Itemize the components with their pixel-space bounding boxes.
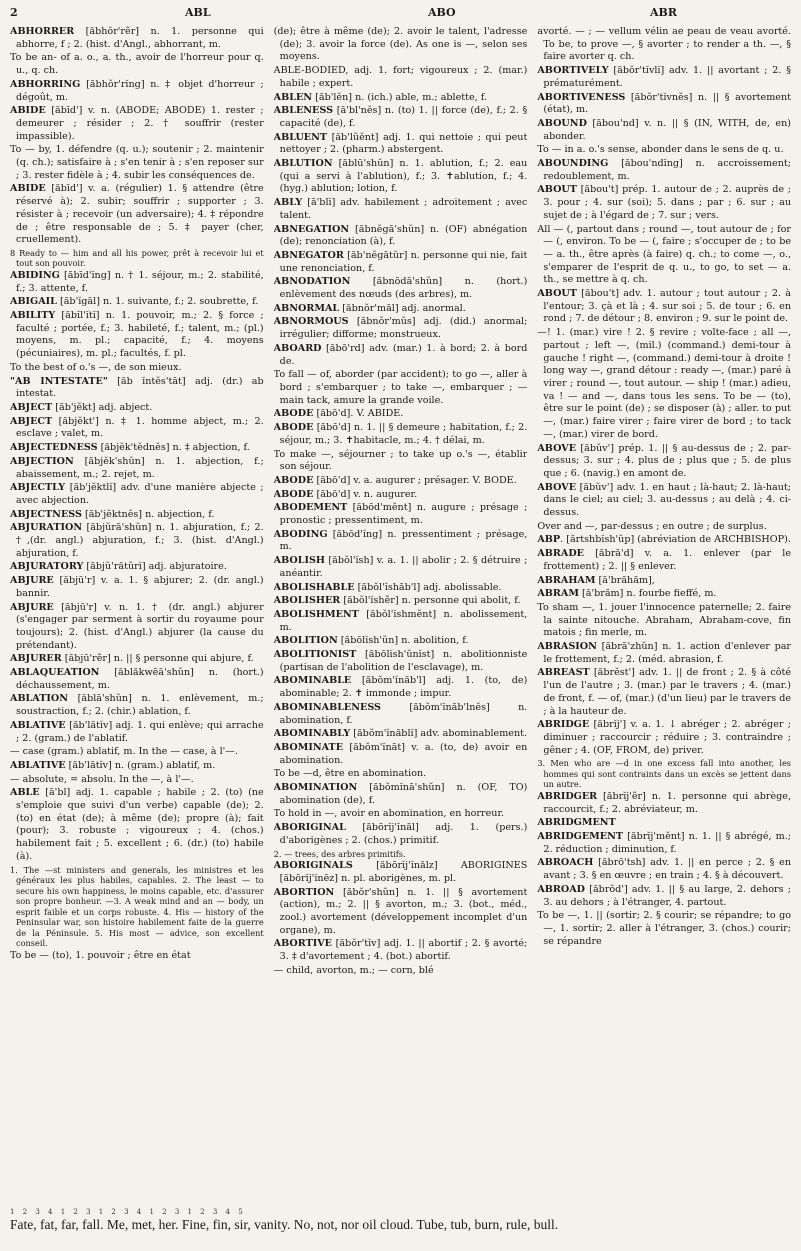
dictionary-entry: ABLATIVE [ăb'lătĭv] adj. 1. qui enlève; qui arrache ; 2. (gram.) de l'ablatif.: [10, 719, 264, 744]
dictionary-entry: ABLATIVE [ăb'lătĭv] n. (gram.) ablatif, m.: [10, 759, 216, 771]
dictionary-entry: ABOARD [ăbō'rd] adv. (mar.) 1. à bord; 2. à bord de.: [273, 342, 528, 367]
dictionary-entry: 1. The —st ministers and generals, les ministres et les généraux les plus habiles, capables. 2. The least — to secure his own happiness, le moins capable, etc. d'assurer son propre bonheur. —3. A weak mind and an — body, un esprit faible et un corps robuste. 4. His — history of the Peninsular war, son histoire habilement faite de la guerre de la Péninsule. 5. His most — advice, son excellent conseil.: [10, 864, 264, 949]
pronunciation-key: [10, 1208, 791, 1234]
dictionary-entry: To the best of o.'s —, de son mieux.: [10, 361, 182, 373]
guide-word-right: ABR: [650, 6, 677, 19]
dictionary-entry: avorté. — ; — vellum vélin ae peau de veau avorté. To be, to prove —, § avorter ; to render a th. —, § faire avorter q. ch.: [537, 26, 791, 63]
dictionary-entry: ABOMINATION [ăbŏmĭnā'shŭn] n. (OF, TO) abomination (de), f.: [273, 782, 528, 806]
dictionary-entry: ABJECT [ăb'jĕkt] adj. abject.: [10, 401, 153, 413]
dictionary-entry: To be —d, être en abomination.: [273, 768, 427, 780]
dictionary-entry: ABNEGATION [ăbnĕgā'shŭn] n. (OF) abnégation (de); renonciation (à), f.: [273, 223, 528, 248]
dictionary-entry: ABRAM [ā'brăm] n. fourbe fieffé, m.: [537, 588, 717, 600]
dictionary-entry: ABRIDGE [ăbrĭj'] v. a. 1. ↓ abréger ; 2. abréger ; diminuer ; raccourcir ; réduire ; 3. contraindre ; gêner ; 4. (OF, FROM, de) priver.: [537, 719, 791, 756]
dictionary-entry: ABODE [ăbō'd] n. 1. || § demeure ; habitation, f.; 2. séjour, m.; 3. ✝habitacle, m.; 4. † délai, m.: [273, 422, 528, 446]
dictionary-entry: ABOLISHMENT [ăbŏl'ĭshmĕnt] n. abolissement, m.: [273, 608, 528, 633]
guide-word-center: ABO: [428, 6, 456, 19]
dictionary-entry: To fall — of, aborder (par accident); to go —, aller à bord ; s'embarquer ; to take —, embarquer ; — main tack, amure la grande voile.: [273, 369, 528, 406]
dictionary-entry: ABJECT [ăbjĕkt'] n. ‡ 1. homme abject, m.; 2. esclave ; valet, m.: [10, 415, 264, 440]
pronunciation-guide: Fate, fat, far, fall. Me, met, her. Fine, fin, sir, vanity. No, not, nor oil cloud. Tube, tub, burn, rule, bull.: [10, 1217, 559, 1232]
dictionary-entry: ABORIGINALS [ăbōrĭj'ĭnălz] ABORIGINES [ăbōrĭj'ĭnēz] n. pl. aborigènes, m. pl.: [273, 860, 528, 884]
dictionary-entry: ABILITY [ăbĭl'ĭtĭ] n. 1. pouvoir, m.; 2. § force ; faculté ; portée, f.; 3. habileté, f.; talent, m.; (pl.) moyens, m. pl.; capacité, f.; 4. moyens (pécuniaires), m. pl.; facultés, f. pl.: [10, 310, 264, 360]
dictionary-entry: To hold in —, avoir en abomination, en horreur.: [273, 808, 505, 820]
dictionary-entry: ABJECTION [ăbjĕk'shŭn] n. 1. abjection, f.; abaissement, m.; 2. rejet, m.: [10, 455, 264, 480]
dictionary-entry: ABOLISH [ăbŏl'ĭsh] v. a. 1. || abolir ; 2. § détruire ; anéantir.: [273, 555, 528, 579]
dictionary-entry: ABLAQUEATION [ăblăkwēā'shŭn] n. (hort.) déchaussement, m.: [10, 667, 264, 691]
dictionary-entry: All — (, partout dans ; round —, tout autour de ; for — (, environ. To be — (, faire ; s'occuper de ; to be — a. th., être après (à faire) q. ch.; to come —, o., s'emparer de l'esprit de q. u., to go, to set — a. th., se mettre à q. ch.: [537, 223, 791, 286]
column-3: [537, 26, 791, 1196]
dictionary-entry: ABOUT [ăbou't] prép. 1. autour de ; 2. auprès de ; 3. pour ; 4. sur (soi); 5. dans ; par ; 6. sur ; au sujet de ; à l'égard de ; 7. sur ; vers.: [537, 184, 791, 221]
dictionary-entry: ABOMINATE [ăbŏm'ĭnāt] v. a. (to, de) avoir en abomination.: [273, 741, 528, 766]
dictionary-entry: ABORTIVELY [ăbŏr'tĭvlĭ] adv. 1. || avortant ; 2. § prématurément.: [537, 65, 791, 89]
dictionary-entry: To make —, séjourner ; to take up o.'s —, établir son séjour.: [273, 448, 528, 473]
dictionary-entry: ABLY [ā'blĭ] adv. habilement ; adroitement ; avec talent.: [273, 197, 528, 221]
dictionary-entry: —! 1. (mar.) vire ! 2. § revire ; volte-face ; all —, partout ; left —, (mil.) (command.) demi-tour à gauche ! right —, (command.) demi-tour à droite ! long way —, grand détour : ready —, (mar.) paré à virer ; round —, tout autour. — ship ! (mar.) adieu, va ! — and —, dans tous les sens. To be — (to), être sur le point (de) ; se disposer (à) ; aller. to put —, (mar.) faire virer ; faire virer de bord ; to tack —, (mar.) virer de bord.: [537, 327, 791, 440]
dictionary-entry: ABOLITION [ăbōlĭsh'ŭn] n. abolition, f.: [273, 635, 469, 647]
dictionary-entry: ABOLISHER [ăbŏl'ĭshẽr] n. personne qui abolit, f.: [273, 595, 521, 607]
dictionary-entry: ABNODATION [ăbnōdā'shŭn] n. (hort.) enlèvement des nœuds (des arbres), m.: [273, 276, 528, 301]
dictionary-entry: ABREAST [ăbrĕst'] adv. 1. || de front ; 2. § à côté l'un de l'autre ; 3. (mar.) par le travers ; 4. (mar.) de front, f. — of, (mar.) (d'un lieu) par le travers de ; à la hauteur de.: [537, 667, 791, 717]
dictionary-entry: ABRASION [ăbrā'zhŭn] n. 1. action d'enlever par le frottement, f.; 2. (méd. abrasion, f.: [537, 641, 791, 665]
dictionary-entry: ABRIDGEMENT [ăbrĭj'mĕnt] n. 1. || § abrégé, m.; 2. réduction ; diminution, f.: [537, 830, 791, 855]
dictionary-entry: ABNORMOUS [ăbnŏr'mŭs] adj. (did.) anormal; irrégulier; difforme; monstrueux.: [273, 316, 528, 341]
dictionary-entry: — child, avorton, m.; — corn, blé: [273, 964, 434, 976]
dictionary-entry: ABIDE [ăbīd'] v. a. (régulier) 1. § attendre (être réservé à); 2. subir; souffrir ; supporter ; 3. résister à ; recevoir (un adversaire); 4. ‡ répondre de ; être responsable de ; 5. ‡ payer (cher, cruellement).: [10, 183, 264, 246]
dictionary-entry: ABORTIVE [ăbŏr'tĭv] adj. 1. || abortif ; 2. § avorté; 3. ‡ d'avortement ; 4. (bot.) abortif.: [273, 938, 528, 963]
dictionary-entry: ABNORMAL [ăbnŏr'măl] adj. anormal.: [273, 302, 466, 314]
dictionary-entry: ABOMINABLE [ăbŏm'ĭnăb'l] adj. 1. (to, de) abominable; 2. ✝ immonde ; impur.: [273, 675, 528, 700]
dictionary-entry: ABJURATION [ăbjŭrā'shŭn] n. 1. abjuration, f.; 2. †,(dr. angl.) abjuration, f.; 3. (hist. d'Angl.) abjuration, f.: [10, 522, 264, 559]
dictionary-entry: ABODE [ăbō'd]. V. ABIDE.: [273, 408, 404, 420]
pronunciation-numbers: 1 2 3 4 1 2 3 1 2 3 4 1 2 3 1 2 3 4 5: [10, 1208, 246, 1216]
dictionary-entry: To sham —, 1. jouer l'innocence paternelle; 2. faire la sainte nitouche. Abraham, Abraham-cove, fin matois ; fin merle, m.: [537, 601, 791, 639]
dictionary-entry: ABLATION [ăblā'shŭn] n. 1. enlèvement, m.; soustraction, f.; 2. (chir.) ablation, f.: [10, 693, 264, 718]
dictionary-entry: ABOLISHABLE [ăbŏl'ĭshăb'l] adj. abolissable.: [273, 581, 502, 593]
dictionary-entry: ABJURATORY [ăbjŭ'rătŭrĭ] adj. abjuratoire.: [10, 561, 227, 573]
dictionary-entry: ABOVE [ăbŭv'] adv. 1. en haut ; là-haut; 2. là-haut; dans le ciel; au ciel; 3. au-dessus ; au delà ; 4. ci-dessus.: [537, 481, 791, 519]
dictionary-entry: ABJURE [ăbjū'r] v. a. 1. § abjurer; 2. (dr. angl.) bannir.: [10, 575, 264, 599]
dictionary-entry: ABJURE [ăbjū'r] v. n. 1. † (dr. angl.) abjurer (s'engager par serment à sortir du royaume pour toujours); 2. (hist. d'Angl.) abjurer (la cause du prétendant).: [10, 601, 264, 651]
dictionary-entry: 8 Ready to — him and all his power, prêt à recevoir lui et tout son pouvoir.: [10, 247, 264, 269]
dictionary-entry: ABORTIVENESS [ăbŏr'tĭvnĕs] n. || § avortement (état), m.: [537, 91, 791, 116]
dictionary-entry: ABOMINABLENESS [ăbŏm'ĭnăb'lnĕs] n. abomination, f.: [273, 701, 528, 726]
dictionary-entry: ABP. [ărtshbĭsh'ŭp] (abréviation de ARCHBISHOP).: [537, 534, 791, 546]
dictionary-entry: — case (gram.) ablatif, m. In the — case, à l'—.: [10, 746, 238, 758]
dictionary-entry: ABODE [ăbō'd] v. a. augurer ; présager. V. BODE.: [273, 474, 517, 486]
dictionary-entry: ABHORRER [ăbhŏr'rẽr] n. 1. personne qui abhorre, f ; 2. (hist. d'Angl., abhorrant, m.: [10, 26, 264, 50]
dictionary-entry: ABLUTION [ăblū'shŭn] n. 1. ablution, f.; 2. eau (qui a servi à l'ablution), f.; 3. ✝ablution, f.; 4. (hyg.) ablution; lotion, f.: [273, 158, 528, 195]
dictionary-entry: ABJECTEDNESS [ăbjĕk'tĕdnĕs] n. ‡ abjection, f.: [10, 442, 250, 454]
dictionary-entry: ABORTION [ăbŏr'shŭn] n. 1. || § avortement (action), m.; 2. || § avorton, m.; 3. (bot., méd., zool.) avortement (développement incomplet d'un organe), m.: [273, 886, 528, 936]
dictionary-entry: ABLEN [ăb'lĕn] n. (ich.) able, m.; ablette, f.: [273, 91, 488, 103]
column-1: [10, 26, 264, 1196]
dictionary-entry: ABORIGINAL [ăbōrĭj'ĭnăl] adj. 1. (pers.) d'aborigènes ; 2. (chos.) primitif.: [273, 822, 528, 846]
dictionary-entry: ABIGAIL [ăb'ĭgāl] n. 1. suivante, f.; 2. soubrette, f.: [10, 296, 259, 308]
dictionary-entry: ABLE-BODIED, adj. 1. fort; vigoureux ; 2. (mar.) habile ; expert.: [273, 65, 528, 89]
dictionary-entry: ABJURER [ăbjū'rẽr] n. || § personne qui abjure, f.: [10, 653, 254, 665]
column-2: [274, 26, 528, 1196]
guide-word-left: ABL: [185, 6, 211, 19]
dictionary-entry: ABODING [ăbōd'ĭng] n. pressentiment ; présage, m.: [273, 528, 528, 553]
dictionary-entry: ABRIDGMENT: [537, 817, 616, 829]
dictionary-entry: ABOMINABLY [ăbŏm'ĭnăblĭ] adv. abominablement.: [273, 728, 528, 740]
dictionary-entry: ABOUND [ăbou'nd] v. n. || § (IN, WITH, de, en) abonder.: [537, 117, 791, 142]
dictionary-entry: ABIDING [ăbīd'ĭng] n. † 1. séjour, m.; 2. stabilité, f.; 3. attente, f.: [10, 269, 264, 294]
dictionary-entry: ABRIDGER [ăbrĭj'ẽr] n. 1. personne qui abrège, raccourcit, f.; 2. abréviateur, m.: [537, 790, 791, 815]
dictionary-entry: ABHORRING [ăbhŏr'rĭng] n. ‡ objet d'horreur ; dégoût, m.: [10, 78, 264, 103]
dictionary-entry: ABOUNDING [ăbou'ndĭng] n. accroissement; redoublement, m.: [537, 158, 791, 182]
dictionary-entry: ABNEGATOR [ăb'nĕgātŭr] n. personne qui nie, fait une renonciation, f.: [273, 249, 528, 274]
dictionary-entry: ABROACH [ăbrō'tsh] adv. 1. || en perce ; 2. § en avant ; 3. § en œuvre ; en train ; 4. § à découvert.: [537, 857, 791, 882]
dictionary-entry: ABODE [ăbō'd] v. n. augurer.: [273, 488, 418, 500]
page-number: 2: [10, 6, 18, 19]
dictionary-entry: "AB INTESTATE" [ăb ĭntĕs'tāt] adj. (dr.) ab intestat.: [10, 375, 264, 400]
dictionary-entry: ABLENESS [ā'bl'nĕs] n. (to) 1. || force (de), f.; 2. § capacité (de), f.: [273, 105, 528, 129]
page-header: [10, 6, 791, 24]
dictionary-entry: To — by, 1. défendre (q. u.); soutenir ; 2. maintenir (q. ch.); satisfaire à ; s'en tenir à ; s'en reposer sur ; 3. rester fidèle à ; 4. subir les conséquences de.: [10, 144, 264, 181]
dictionary-entry: ABOVE [ăbŭv'] prép. 1. || § au-dessus de ; 2. par-dessus; 3. sur ; 4. plus de ; plus que ; 5. de plus que ; 6. (navig.) en amont de.: [537, 442, 791, 479]
dictionary-entry: ABIDE [ăbīd'] v. n. (ABODE; ABODE) 1. rester ; demeurer ; résider ; 2. † souffrir (rester impassible).: [10, 105, 264, 142]
dictionary-entry: — absolute, = absolu. In the —, à l'—.: [10, 773, 194, 785]
dictionary-entry: ABRADE [ăbrā'd] v. a. 1. enlever (par le frottement) ; 2. || § enlever.: [537, 548, 791, 572]
dictionary-entry: Over and —, par-dessus ; en outre ; de surplus.: [537, 520, 767, 532]
dictionary-entry: ABJECTNESS [ăb'jĕktnĕs] n. abjection, f.: [10, 508, 215, 520]
dictionary-entry: 2. — trees, des arbres primitifs.: [273, 848, 406, 859]
dictionary-entry: ABODEMENT [ăbōd'mĕnt] n. augure ; présage ; pronostic ; pressentiment, m.: [273, 502, 528, 527]
dictionary-entry: ABOUT [ăbou't] adv. 1. autour ; tout autour ; 2. à l'entour; 3. çà et là ; 4. sur soi ; 5. de tour ; 6. en rond ; 7. de détour ; 8. environ ; 9. sur le point de.: [537, 288, 791, 325]
dictionary-entry: ABJECTLY [ăb'jĕktlĭ] adv. d'une manière abjecte ; avec abjection.: [10, 482, 264, 506]
dictionary-entry: ABOLITIONIST [ăbōlĭsh'ŭnĭst] n. abolitionniste (partisan de l'abolition de l'esclavage), m.: [273, 649, 528, 673]
dictionary-entry: ABROAD [ăbrŏd'] adv. 1. || § au large, 2. dehors ; 3. au dehors ; à l'étranger, 4. partout.: [537, 883, 791, 908]
dictionary-entry: ABLUENT [ăb'lŭĕnt] adj. 1. qui nettoie ; qui peut nettoyer ; 2. (pharm.) abstergent.: [273, 131, 528, 156]
dictionary-entry: ABLE [ā'bl] adj. 1. capable ; habile ; 2. (to) (ne s'emploie que suivi d'un verbe) capable (de); 2. (to) en état (de); à même (de); propre (à); fait (pour); 3. robuste ; vigoureux ; 4. (chos.) habilement fait ; 5. excellent ; 6. (dr.) (to) habile (à).: [10, 787, 264, 862]
dictionary-entry: To — in a. o.'s sense, abonder dans le sens de q. u.: [537, 144, 784, 156]
dictionary-entry: To be — (to), 1. pouvoir ; être en état: [10, 949, 191, 961]
entry-columns: [10, 26, 791, 1196]
dictionary-entry: 3. Men who are —d in one excess fall into another, les hommes qui sont contraints dans un excès se jettent dans un autre.: [537, 758, 791, 790]
dictionary-entry: To be —, 1. || (sortir; 2. § courir; se répandre; to go —, 1. sortir; 2. aller à l'étranger, 3. (chos.) courir; se répandre: [537, 910, 791, 947]
dictionary-entry: To be an‑ of a. o., a. th., avoir de l'horreur pour q. u., q. ch.: [10, 52, 264, 77]
dictionary-entry: (de); être à même (de); 2. avoir le talent, l'adresse (de); 3. avoir la force (de). As one is —, selon ses moyens.: [273, 26, 528, 63]
dictionary-entry: ABRAHAM [ā'brăhăm],: [537, 574, 655, 586]
